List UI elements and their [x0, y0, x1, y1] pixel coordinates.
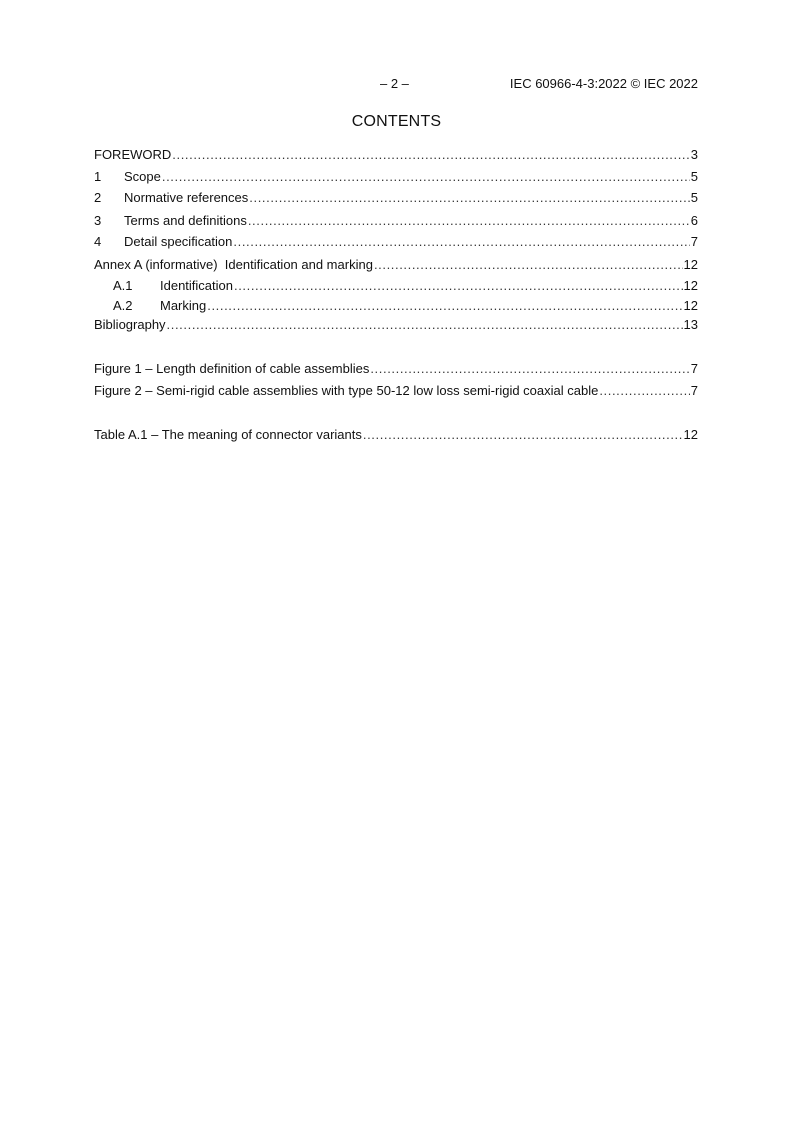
dot-leader	[249, 190, 689, 206]
toc-entry-title: Figure 2 – Semi-rigid cable assemblies with type 50-12 low loss semi-rigid coaxial cable	[94, 383, 599, 398]
toc-entry-title: Normative references	[124, 190, 249, 205]
document-reference: IEC 60966-4-3:2022 © IEC 2022	[509, 76, 698, 91]
dot-leader	[162, 169, 690, 185]
dot-leader	[599, 383, 689, 399]
toc-entry-page: 7	[690, 234, 698, 249]
page-number: – 2 –	[380, 76, 409, 91]
toc-entry-number: 3	[94, 213, 102, 228]
toc-entry-title: Detail specification	[124, 234, 233, 249]
toc-entry-page: 5	[690, 169, 698, 184]
toc-entry-title: Identification	[160, 278, 233, 293]
dot-leader	[207, 298, 682, 314]
toc-entry-number: 2	[94, 190, 102, 205]
toc-entry-figure-1[interactable]	[94, 359, 698, 377]
toc-entry-page: 12	[683, 298, 698, 313]
toc-entry-foreword[interactable]	[94, 145, 698, 163]
toc-entry-page: 12	[683, 278, 698, 293]
dot-leader	[167, 317, 683, 333]
toc-entry-figure-2[interactable]	[94, 381, 698, 399]
toc-entry-page: 13	[683, 317, 698, 332]
dot-leader	[374, 257, 683, 273]
toc-entry-page: 6	[690, 213, 698, 228]
toc-entry-page: 7	[690, 361, 698, 376]
page-header	[0, 76, 793, 92]
toc-entry-title: Annex A (informative) Identification and marking	[94, 257, 373, 272]
toc-entry-title: FOREWORD	[94, 147, 172, 162]
dot-leader	[172, 147, 689, 163]
toc-entry-title: Bibliography	[94, 317, 166, 332]
toc-entry-a1-identification[interactable]	[94, 276, 698, 294]
dot-leader	[233, 234, 689, 250]
toc-entry-title: Scope	[124, 169, 161, 184]
toc-entry-table-a1[interactable]	[94, 425, 698, 443]
dot-leader	[370, 361, 689, 377]
toc-entry-page: 7	[690, 383, 698, 398]
toc-entry-title: Terms and definitions	[124, 213, 247, 228]
toc-entry-terms-and-definitions[interactable]	[94, 211, 698, 229]
toc-entry-page: 3	[690, 147, 698, 162]
toc-entry-number: 4	[94, 234, 102, 249]
toc-entry-number: A.2	[113, 298, 133, 313]
toc-entry-title: Marking	[160, 298, 207, 313]
toc-entry-a2-marking[interactable]	[94, 296, 698, 314]
toc-entry-title: Figure 1 – Length definition of cable assemblies	[94, 361, 370, 376]
toc-entry-page: 12	[683, 257, 698, 272]
toc-entry-title: Table A.1 – The meaning of connector variants	[94, 427, 362, 442]
toc-entry-annex-a[interactable]	[94, 255, 698, 273]
toc-entry-bibliography[interactable]	[94, 315, 698, 333]
toc-entry-detail-specification[interactable]	[94, 232, 698, 250]
dot-leader	[248, 213, 690, 229]
toc-entry-page: 12	[683, 427, 698, 442]
toc-entry-scope[interactable]	[94, 167, 698, 185]
dot-leader	[234, 278, 683, 294]
dot-leader	[363, 427, 683, 443]
toc-entry-number: A.1	[113, 278, 133, 293]
toc-entry-normative-references[interactable]	[94, 188, 698, 206]
page-title: CONTENTS	[351, 113, 442, 130]
toc-entry-page: 5	[690, 190, 698, 205]
toc-entry-number: 1	[94, 169, 102, 184]
